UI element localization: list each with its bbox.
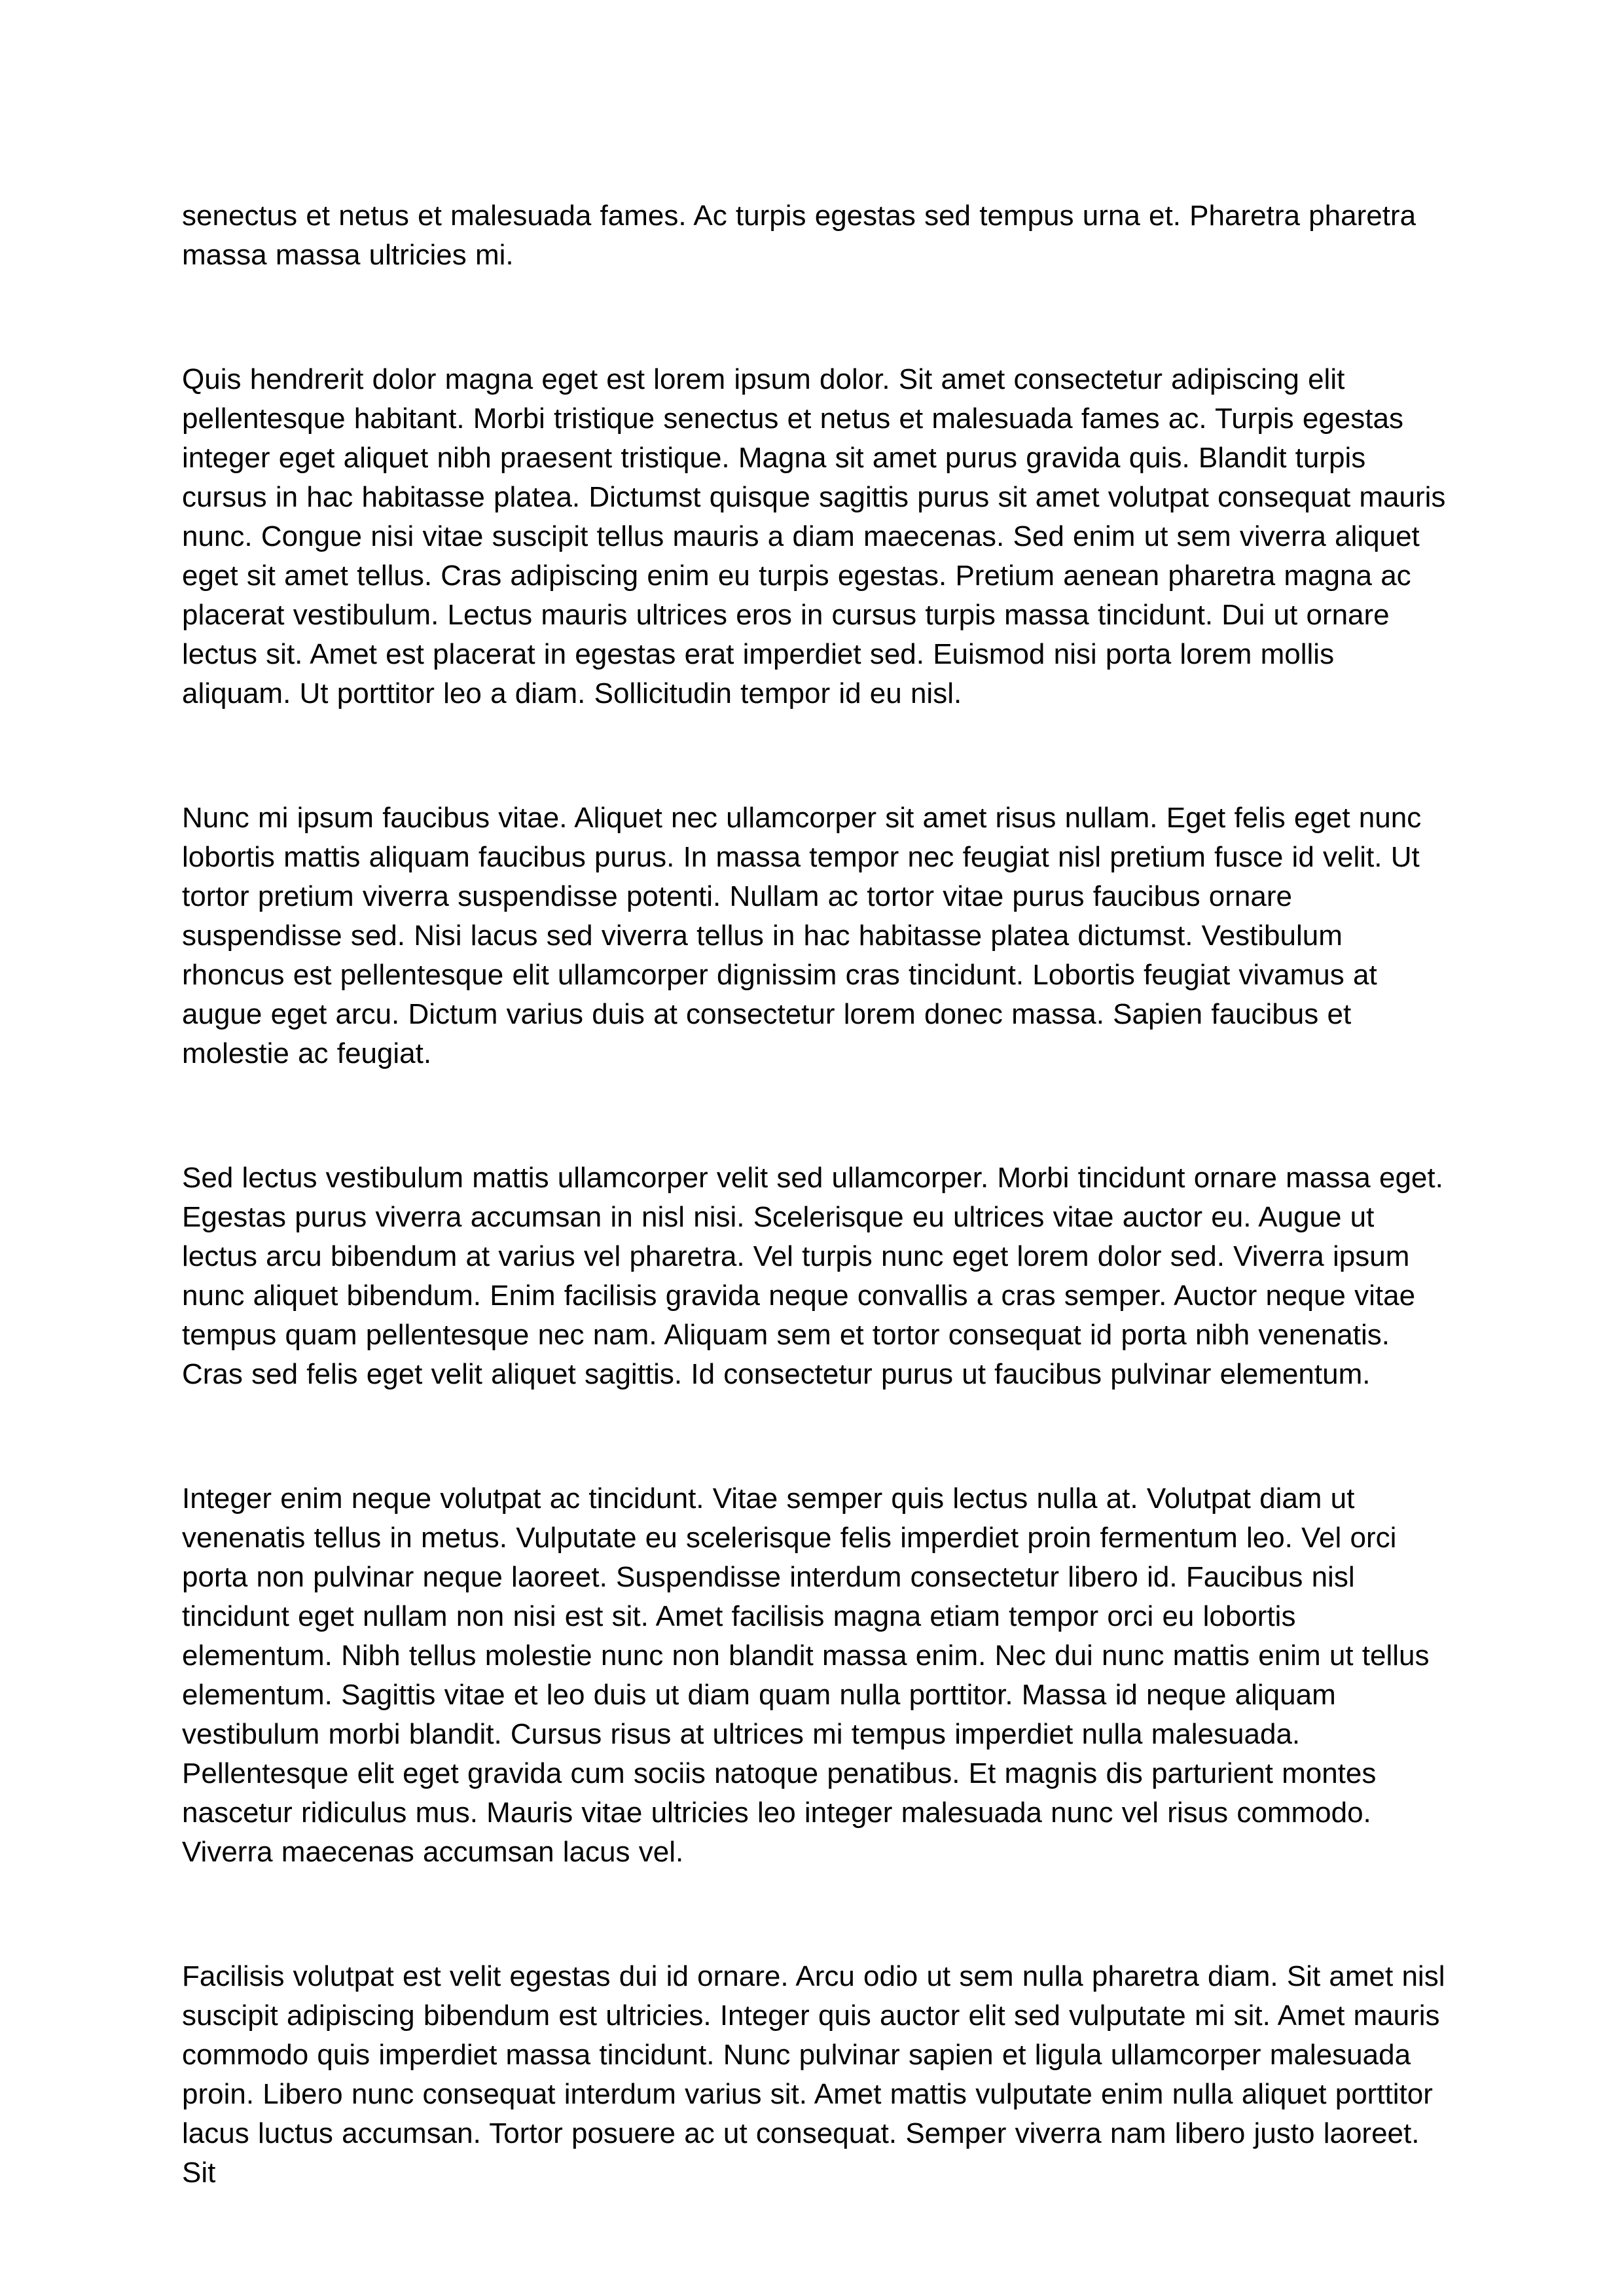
- paragraph-3: Nunc mi ipsum faucibus vitae. Aliquet nec ullamcorper sit amet risus nullam. Eget felis eget nunc lobortis mattis aliquam faucibus purus. In massa tempor nec feugiat nisl pretium fusce id velit. Ut tortor pretium viverra suspendisse potenti. Nullam ac tortor vitae purus faucibus ornare suspendisse sed. Nisi lacus sed viverra tellus in hac habitasse platea dictumst. Vestibulum rhoncus est pellentesque elit ullamcorper dignissim cras tincidunt. Lobortis feugiat vivamus at augue eget arcu. Dictum varius duis at consectetur lorem donec massa. Sapien faucibus et molestie ac feugiat.: [182, 802, 1422, 1069]
- paragraph-2: Quis hendrerit dolor magna eget est lorem ipsum dolor. Sit amet consectetur adipiscing elit pellentesque habitant. Morbi tristique senectus et netus et malesuada fames ac. Turpis egestas integer eget aliquet nibh praesent tristique. Magna sit amet purus gravida quis. Blandit turpis cursus in hac habitasse platea. Dictumst quisque sagittis purus sit amet volutpat consequat mauris nunc. Congue nisi vitae suscipit tellus mauris a diam maecenas. Sed enim ut sem viverra aliquet eget sit amet tellus. Cras adipiscing enim eu turpis egestas. Pretium aenean pharetra magna ac placerat vestibulum. Lectus mauris ultrices eros in cursus turpis massa tincidunt. Dui ut ornare lectus sit. Amet est placerat in egestas erat imperdiet sed. Euismod nisi porta lorem mollis aliquam. Ut porttitor leo a diam. Sollicitudin tempor id eu nisl.: [182, 363, 1446, 709]
- paragraph-5: Integer enim neque volutpat ac tincidunt. Vitae semper quis lectus nulla at. Volutpat diam ut venenatis tellus in metus. Vulputate eu scelerisque felis imperdiet proin fermentum leo. Vel orci porta non pulvinar neque laoreet. Suspendisse interdum consectetur libero id. Faucibus nisl tincidunt eget nullam non nisi est sit. Amet facilisis magna etiam tempor orci eu lobortis elementum. Nibh tellus molestie nunc non blandit massa enim. Nec dui nunc mattis enim ut tellus elementum. Sagittis vitae et leo duis ut diam quam nulla porttitor. Massa id neque aliquam vestibulum morbi blandit. Cursus risus at ultrices mi tempus imperdiet nulla malesuada. Pellentesque elit eget gravida cum sociis natoque penatibus. Et magnis dis parturient montes nascetur ridiculus mus. Mauris vitae ultricies leo integer malesuada nunc vel risus commodo. Viverra maecenas accumsan lacus vel.: [182, 1482, 1430, 1868]
- paragraph-1: senectus et netus et malesuada fames. Ac turpis egestas sed tempus urna et. Pharetra pharetra massa massa ultricies mi.: [182, 200, 1416, 271]
- paragraph-4: Sed lectus vestibulum mattis ullamcorper velit sed ullamcorper. Morbi tincidunt ornare massa eget. Egestas purus viverra accumsan in nisl nisi. Scelerisque eu ultrices vitae auctor eu. Augue ut lectus arcu bibendum at varius vel pharetra. Vel turpis nunc eget lorem dolor sed. Viverra ipsum nunc aliquet bibendum. Enim facilisis gravida neque convallis a cras semper. Auctor neque vitae tempus quam pellentesque nec nam. Aliquam sem et tortor consequat id porta nibh venenatis. Cras sed felis eget velit aliquet sagittis. Id consectetur purus ut faucibus pulvinar elementum.: [182, 1162, 1443, 1390]
- paragraph-6: Facilisis volutpat est velit egestas dui id ornare. Arcu odio ut sem nulla pharetra diam. Sit amet nisl suscipit adipiscing bibendum est ultricies. Integer quis auctor elit sed vulputate mi sit. Amet mauris commodo quis imperdiet massa tincidunt. Nunc pulvinar sapien et ligula ullamcorper malesuada proin. Libero nunc consequat interdum varius sit. Amet mattis vulputate enim nulla aliquet porttitor lacus luctus accumsan. Tortor posuere ac ut consequat. Semper viverra nam libero justo laoreet. Sit: [182, 1960, 1445, 2189]
